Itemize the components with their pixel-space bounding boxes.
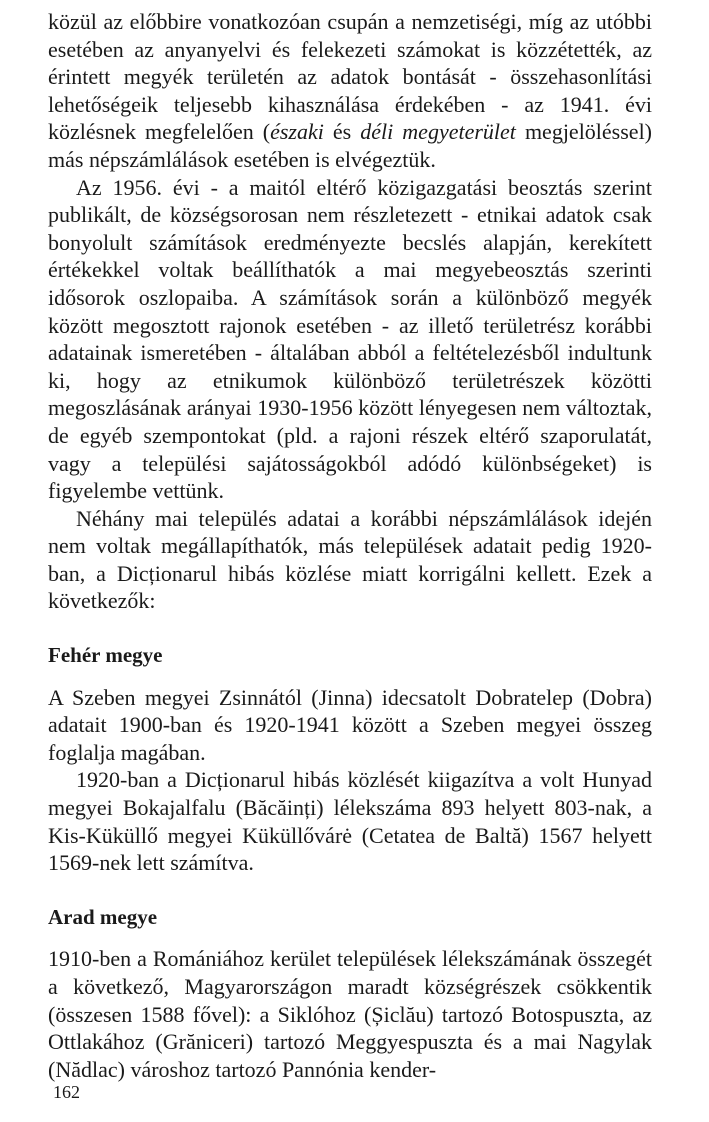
section-arad-text xyxy=(48,945,652,1083)
section-feher-text xyxy=(48,684,652,877)
paragraph-arad-1: 1910-ben a Romániához kerület települések lélekszámának összegét a következő, Magyarországon maradt községrészek csökkentik (összesen 1588 fővel): a Siklóhoz (Șiclău) tartozó Botospuszta, az Ottlakához (Grăniceri) tartozó Meggyespuszta és a mai Nagylak (Nădlac) városhoz tartozó Pannónia kender- xyxy=(48,946,652,1082)
section-heading-arad: Arad megye xyxy=(48,904,158,929)
paragraph-1956: Az 1956. évi - a maitól eltérő közigazgatási beosztás szerint publikált, de községsorosan nem részletezett - etnikai adatok csak bonyolult számítások eredményezte becslés alapján, kerekített értékekkel voltak beállíthatók a mai megyebeosztás szerinti idősorok oszlopaiba. A számítások során a különböző megyék között megosztott rajonok esetében - az illető területrész korábbi adatainak ismeretében - általában abból a feltételezésből indultunk ki, hogy az etnikumok különböző területrészek közötti megoszlásának arányai 1930-1956 között lényegesen nem változtak, de egyéb szempontokat (pld. a rajoni részek eltérő szaporulatát, vagy a települési sajátosságokból adódó különbségeket) is figyelembe vettünk. xyxy=(48,174,652,504)
paragraph-intro-text: közül az előbbire vonatkozóan csupán a nemzetiségi, míg az utóbbi esetében az anyanyelvi és felekezeti számokat is közzétették, az érintett megyék területén az adatok bontását - összehasonlítási lehetőségeik teljesebb kihasználása érdekében - az 1941. évi közlésnek megfelelően ( xyxy=(48,9,652,145)
page-number: 162 xyxy=(53,1082,80,1102)
paragraph-feher-2: 1920-ban a Dicționarul hibás közlését kiigazítva a volt Hunyad megyei Bokajalfalu (Băcăinți) lélekszáma 893 helyett 803-nak, a Kis-Küküllő megyei Küküllővárė (Cetatea de Baltă) 1567 helyett 1569-nek lett számítva. xyxy=(48,767,652,876)
emphasis-northern: északi xyxy=(270,119,324,145)
paragraph-feher-1: A Szeben megyei Zsinnától (Jinna) idecsatolt Dobratelep (Dobra) adatait 1900-ban és 1920-1941 között a Szeben megyei összeg foglalja magában. xyxy=(48,684,652,765)
section-heading-feher: Fehér megye xyxy=(48,643,163,668)
paragraph-intro-end: megjelöléssel) más népszámlálások esetében is elvégeztük. xyxy=(48,119,653,172)
paragraph-intro-conj: és xyxy=(323,119,361,145)
body-text xyxy=(48,8,652,615)
emphasis-southern-area: déli megyeterület xyxy=(360,119,516,145)
paragraph-intro xyxy=(48,8,652,174)
page-content xyxy=(48,8,652,1083)
paragraph-settlements: Néhány mai település adatai a korábbi népszámlálások idején nem voltak megállapíthatók, más települések adatait pedig 1920-ban, a Dicționarul hibás közlése miatt korrigálni kellett. Ezek a következők: xyxy=(48,505,652,614)
